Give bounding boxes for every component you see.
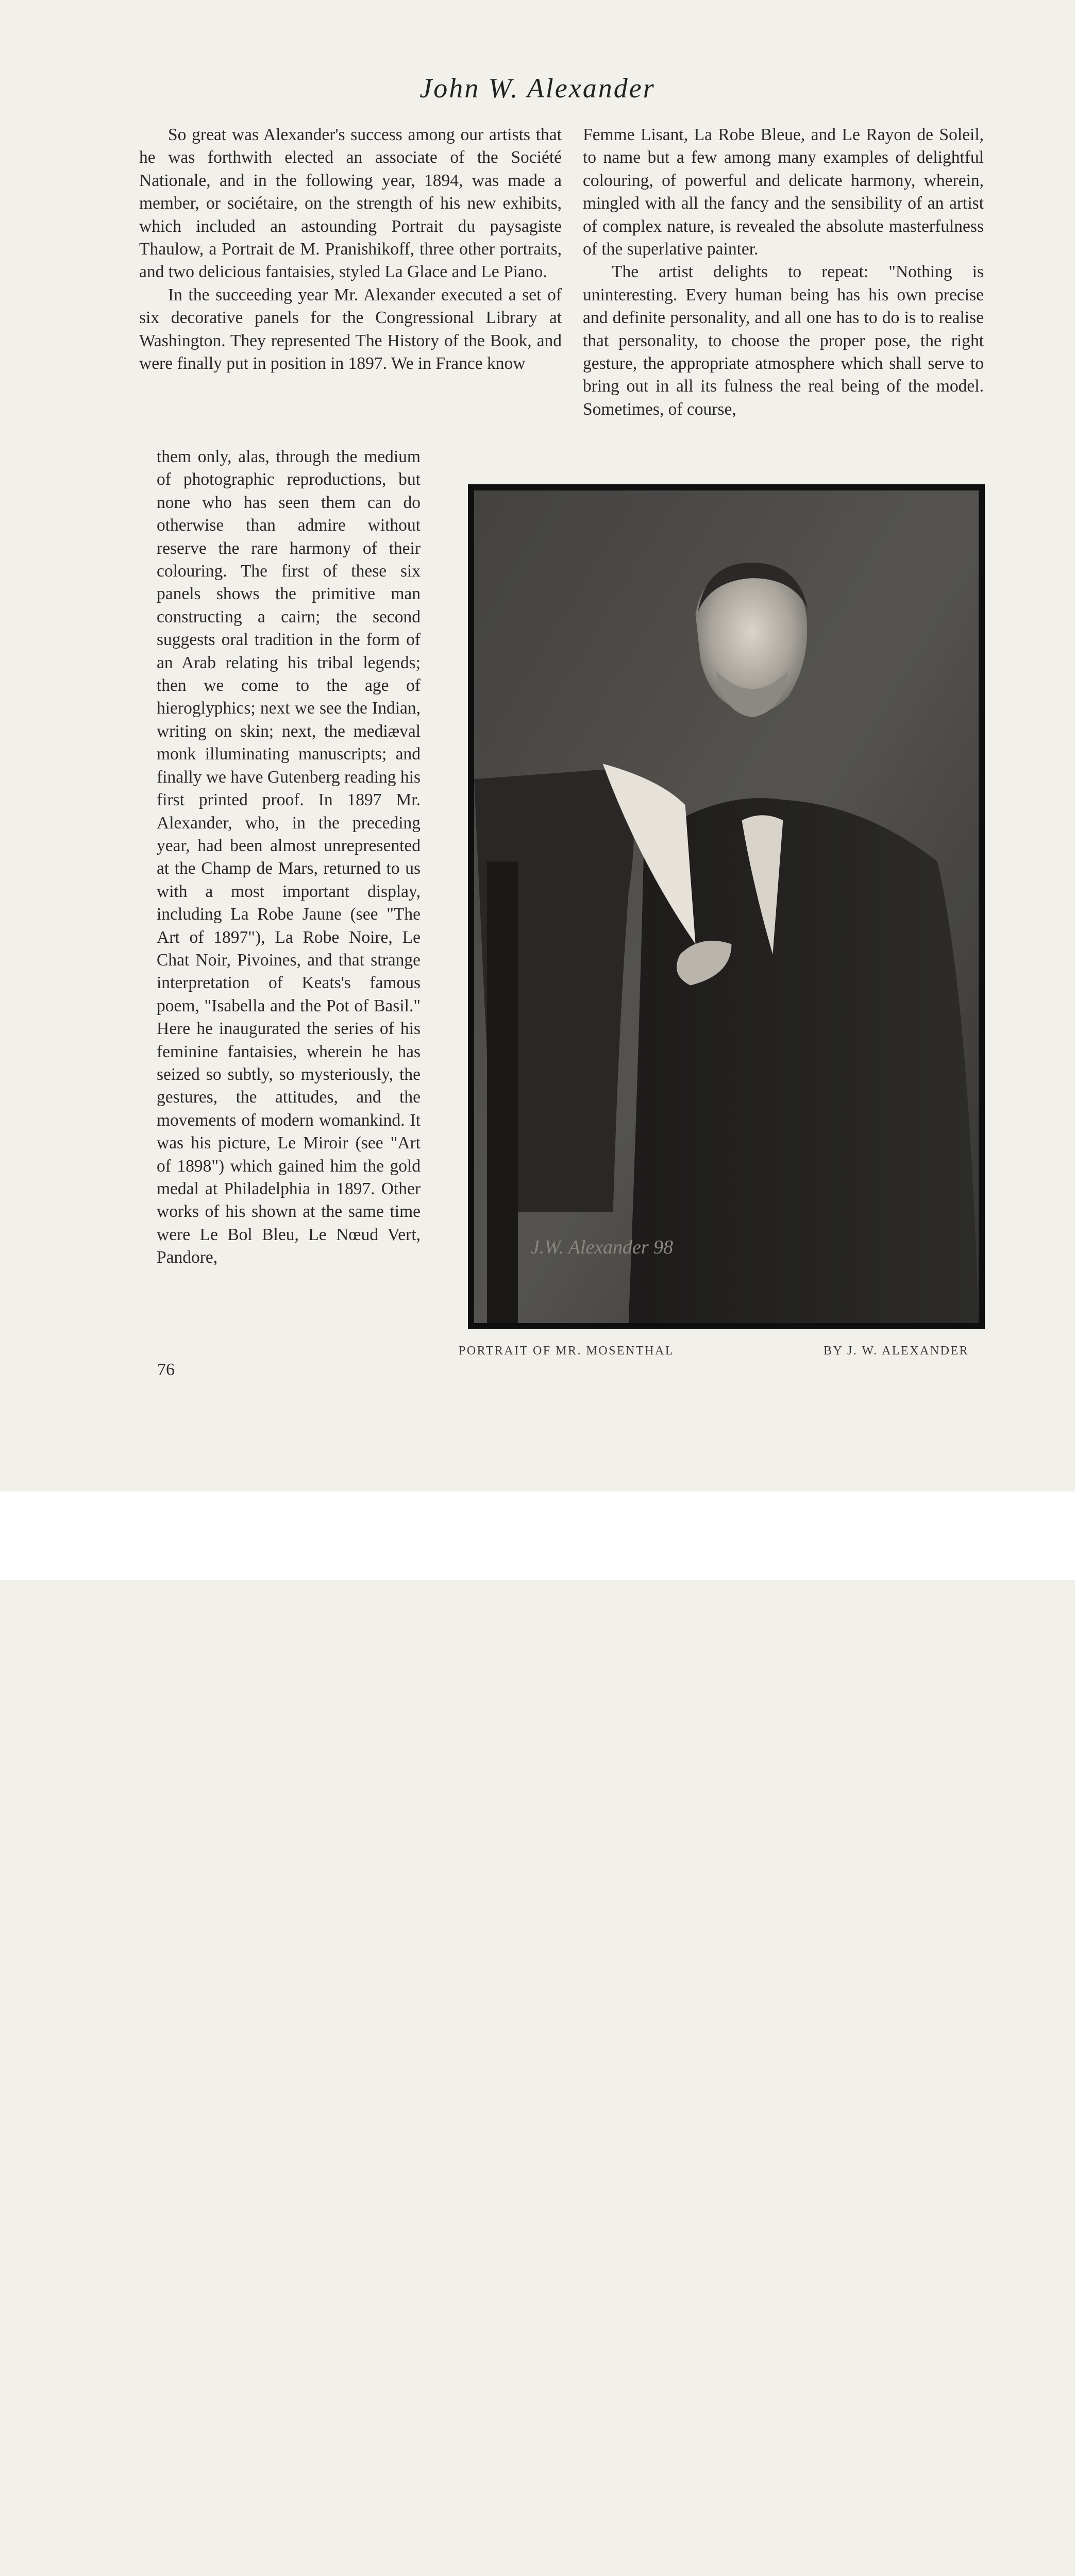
paragraph-3: Femme Lisant, La Robe Bleue, and Le Rayon de Soleil, to name but a few among many examples of delightful colouring, of powerful and delicate harmony, wherein, mingled with all the fancy and the sensibility of an artist of complex nature, is revealed the absolute masterfulness of the superlative painter. bbox=[583, 125, 984, 259]
left-column-top bbox=[139, 124, 562, 375]
running-title: John W. Alexander bbox=[419, 73, 656, 104]
right-column bbox=[583, 124, 984, 421]
painter-signature: J.W. Alexander 98 bbox=[530, 1236, 674, 1258]
paragraph-1: So great was Alexander's success among our artists that he was forthwith elected an associate of the Société Nationale, and in the following year, 1894, was made a member, or sociétaire, on the strength of his new exhibits, which included an astounding Portrait du paysagiste Thaulow, a Portrait de M. Pranishikoff, three other portraits, and two delicious fantaisies, styled La Glace and Le Piano. bbox=[139, 125, 562, 282]
paragraph-4: The artist delights to repeat: "Nothing is uninteresting. Every human being has his own precise and definite personality, and all one has to do is to realise that personality, to choose the proper pose, the right gesture, the appropriate atmosphere which shall serve to bring out in all its fulness the real being of the model. Sometimes, of course, bbox=[583, 262, 984, 419]
portrait-image bbox=[474, 490, 979, 1323]
footer-bar bbox=[0, 1492, 1075, 1580]
portrait-illustration bbox=[468, 484, 985, 1329]
figure-caption-title: PORTRAIT OF MR. MOSENTHAL bbox=[459, 1344, 674, 1358]
left-column-narrow bbox=[157, 446, 421, 1269]
figure-caption-artist: BY J. W. ALEXANDER bbox=[824, 1344, 969, 1358]
page-number: 76 bbox=[157, 1360, 175, 1379]
paragraph-2-continued: them only, alas, through the medium of photographic reproductions, but none who has seen them can do otherwise than admire without reserve the rare harmony of their colouring. The first of these six panels shows the primitive man constructing a cairn; the second suggests oral tradition in the form of an Arab relating his tribal legends; then we come to the age of hieroglyphics; next we see the Indian, writing on skin; next, the mediæval monk illuminating manuscripts; and finally we have Gutenberg reading his first printed proof. In 1897 Mr. Alexander, who, in the preceding year, had been almost unrepresented at the Champ de Mars, returned to us with a most important display, including La Robe Jaune (see "The Art of 1897"), La Robe Noire, Le Chat Noir, Pivoines, and that strange interpretation of Keats's famous poem, "Isabella and the Pot of Basil." Here he inaugurated the series of his feminine fantaisies, wherein he has seized so subtly, so mysteriously, the gestures, the attitudes, and the movements of modern womankind. It was his picture, Le Miroir (see "Art of 1898") which gained him the gold medal at Philadelphia in 1897. Other works of his shown at the same time were Le Bol Bleu, Le Nœud Vert, Pandore, bbox=[157, 447, 421, 1267]
paragraph-2: In the succeeding year Mr. Alexander executed a set of six decorative panels for the Congressional Library at Washington. They represented The History of the Book, and were finally put in position in 1897. We in France know bbox=[139, 285, 562, 374]
